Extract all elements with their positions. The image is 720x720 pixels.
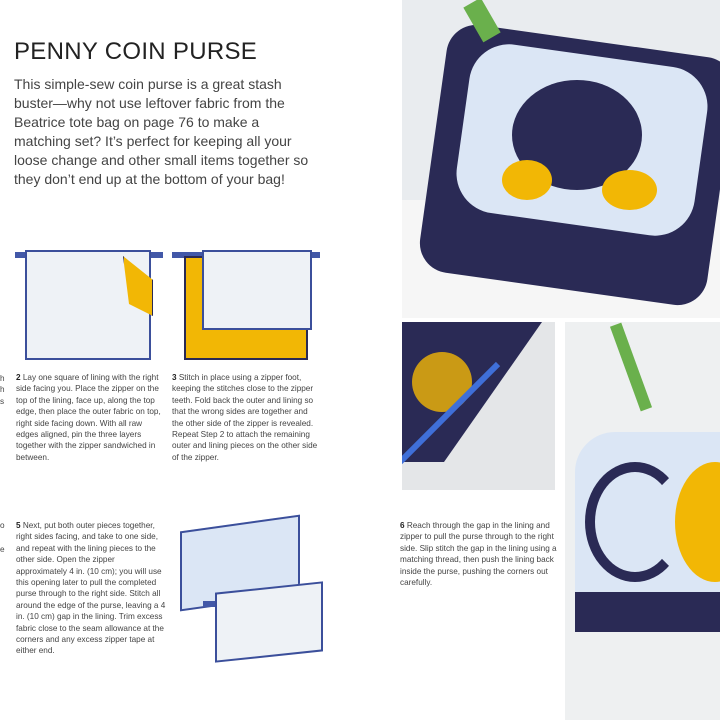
step-3-text: 3 Stitch in place using a zipper foot, keeping the stitches close to the zipper teeth. Fold back the outer and lining so that the wrong sides are together and the other side of the zipper is revealed. Repeat Step 2 to attach the remaining outer and lining pieces on the other side of the zipper. xyxy=(172,373,318,462)
text-fragment: h xyxy=(0,385,5,394)
step-2-text: 2 Lay one square of lining with the right side facing you. Place the zipper on the top of the lining, face up, along the top edge, then place the outer fabric on top, right side facing down. With all raw edges aligned, pin the three layers together with the zipper sandwiched in between. xyxy=(16,373,161,462)
page-title: PENNY COIN PURSE xyxy=(14,38,258,65)
text-fragment: s xyxy=(0,397,5,406)
text-fragment: h xyxy=(0,374,5,383)
step-2-illustration xyxy=(15,248,163,362)
text-fragment: e xyxy=(0,545,5,554)
photo-coin-purse-side xyxy=(565,322,720,720)
photo-coin-purse-top xyxy=(402,0,720,318)
intro-paragraph: This simple-sew coin purse is a great stash buster—why not use leftover fabric from the Beatrice tote bag on page 76 to make a matching set? It’s perfect for keeping all your loose change and other small items together so they don’t end up at the bottom of your bag! xyxy=(14,76,309,187)
step-5-text: 5 Next, put both outer pieces together, right sides facing, and take to one side, and repeat with the lining pieces to the other side. Open the zipper approximately 4 in. (10 cm); you will use this opening later to pull the completed purse through to the right side. Stitch all around the edge of the purse, leaving a 4 in. (10 cm) gap in the lining. Trim excess fabric close to the seam allowance at the corners and any excess zipper tape at either end. xyxy=(16,521,166,656)
step-6-text: 6 Reach through the gap in the lining and zipper to pull the purse through to the right side. Slip stitch the gap in the lining using a matching thread, then push the lining back inside the purse, pushing the corners out carefully. xyxy=(400,521,557,588)
step-3-illustration xyxy=(172,248,320,362)
step-5-illustration xyxy=(175,515,327,665)
text-fragment: o xyxy=(0,521,5,530)
photo-zipper-detail xyxy=(402,322,555,490)
